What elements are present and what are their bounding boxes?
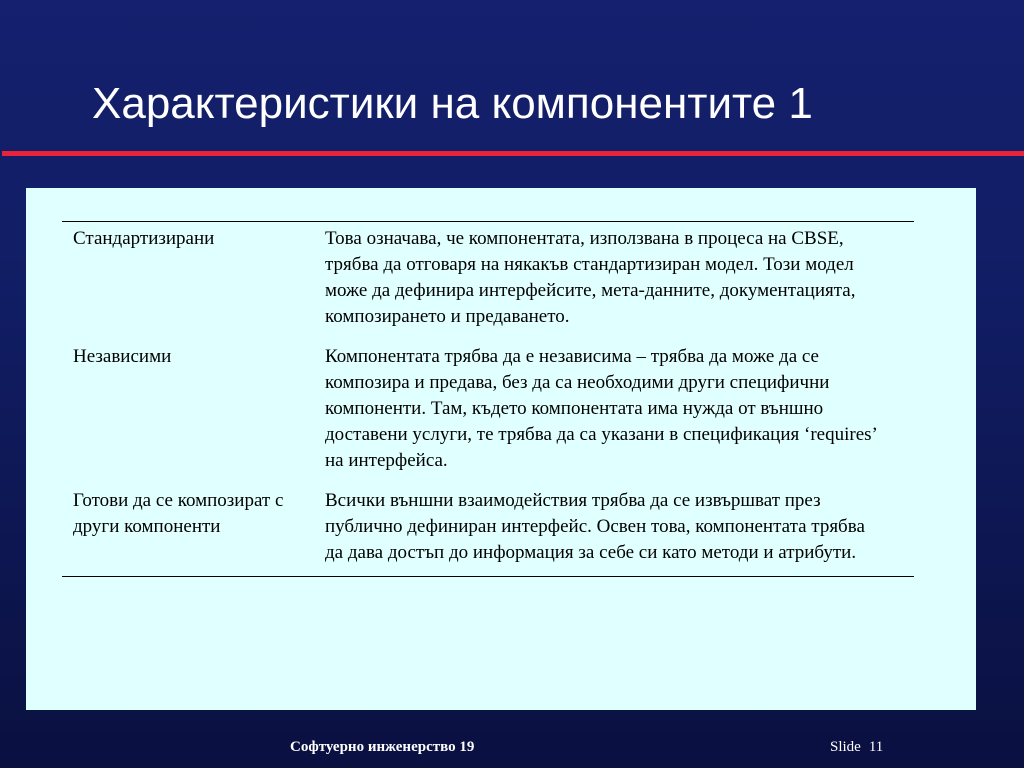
characteristic-description: Това означава, че компонентата, използвана в процеса на CBSE, трябва да отговаря на някакъв стандартизиран модел. Този модел може да дефинира интерфейсите, мета-данните, документацията, композирането и предаването. [315, 222, 914, 331]
table-row [62, 222, 914, 331]
slide-number-label [830, 739, 883, 756]
slide-title: Характеристики на компонентите 1 [92, 79, 813, 128]
slide-number: 11 [868, 739, 884, 755]
characteristic-name: Стандартизирани [62, 222, 315, 331]
title-divider [2, 151, 1024, 156]
characteristic-name: Готови да се композират с други компоненти [62, 474, 315, 577]
footer-course-title: Софтуерно инженерство 19 [290, 739, 475, 755]
characteristic-description: Компонентата трябва да е независима – трябва да може да се композира и предава, без да са необходими други специфични компоненти. Там, където компонентата има нужда от външно доставени услуги, те трябва да са указани в спецификация ‘requires’ на интерфейса. [325, 346, 877, 471]
table-row [62, 330, 914, 474]
table-row [62, 474, 914, 577]
characteristics-table [62, 221, 914, 577]
characteristic-name: Независими [73, 346, 172, 367]
slide-label: Slide [830, 739, 861, 755]
content-panel [26, 188, 976, 710]
characteristic-description: Всички външни взаимодействия трябва да се извършват през публично дефиниран интерфейс. Освен това, компонентата трябва да дава достъп до информация за себе си като методи и атрибути. [315, 474, 914, 577]
